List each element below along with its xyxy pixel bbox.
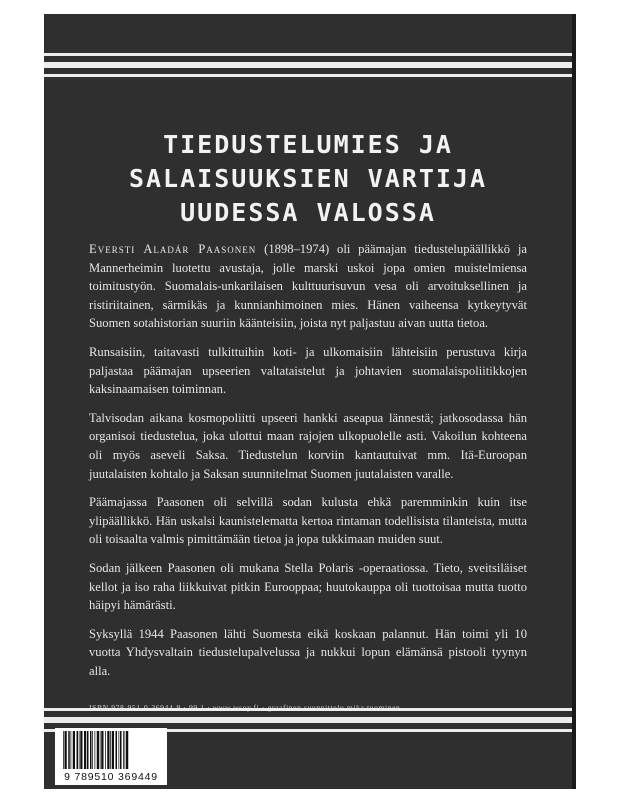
barcode-bar: [90, 731, 92, 769]
barcode-bar: [105, 731, 106, 769]
barcode-bar: [71, 731, 72, 769]
barcode-bar: [125, 731, 126, 769]
barcode-bar: [116, 731, 118, 769]
blurb-paragraph-4: Päämajassa Paasonen oli selvillä sodan kulusta ehkä paremminkin kuin itse ylipäällikkö. Hän uskalsi kaunistelematta kertoa rintaman todellisista tilanteista, mutta oli toisaalta valmis pimittämään tietoa ja jopa tukkimaan muiden suut.: [89, 495, 527, 547]
barcode-bar: [87, 731, 89, 769]
barcode-bar: [73, 731, 75, 769]
barcode-bar: [68, 731, 70, 769]
top-stripe-thick: [44, 62, 572, 68]
blurb-paragraph-2: Runsaisiin, taitavasti tulkittuihin koti- ja ulkomaisiin lähteisiin perustuva kirja paljastaa päämajan upseerien valtataistelut ja johtavien suomalaispoliitikkojen kaksinaamaisen toiminnan.: [89, 344, 527, 397]
blurb-paragraph-3: Talvisodan aikana kosmopoliitti upseeri hankki aseapua lännestä; jatkosodassa hän organisoi tiedustelua, joka ulottui maan rajojen ulkopuolelle asti. Vakoilun kohteena oli myös aseveli Saksa. Tiedustelun korviin kantautuivat mm. Itä-Euroopan juutalaisten kohtalo ja Saksan suunnitelmat Suomen juutalaisten varalle.: [89, 410, 527, 481]
barcode-bar: [79, 731, 80, 769]
book-back-cover: [44, 14, 572, 789]
barcode-bar: [107, 731, 109, 769]
barcode-bar: [80, 731, 82, 769]
barcode-bar: [65, 731, 67, 769]
blurb-paragraph-6: Syksyllä 1944 Paasonen lähti Suomesta eikä koskaan palannut. Hän toimi yli 10 vuotta Yhdysvaltain tiedustelupalvelussa ja nukkui lopun elämänsä pistooli tyynyn alla.: [89, 626, 527, 678]
isbn-barcode: [55, 728, 167, 785]
barcode-bar: [95, 731, 96, 769]
barcode-bar: [97, 731, 99, 769]
bottom-stripe-thin: [44, 708, 572, 711]
blurb-text: [89, 240, 527, 690]
book-spine-edge: [572, 14, 576, 789]
barcode-bar: [120, 731, 122, 769]
barcode-bar: [126, 731, 128, 769]
title-line-3: UUDESSA VALOSSA: [180, 198, 436, 227]
blurb-paragraph-1: Eversti Aladár Paasonen (1898–1974) oli päämajan tiedustelupäällikkö ja Mannerheimin luotettu avustaja, jolle marski uskoi jopa omien muistelmiensa toimitustyön. Suomalais-unkarilaisen kulttuurisuvun vesa oli arvoituksellinen ja ristiriitainen, särmikäs ja kunnianhimoinen mies. Hänen vaiheensa kytkeytyvät Suomen sotahistorian suuriin käänteisiin, joista nyt paljastuu aivan uutta tietoa.: [89, 242, 527, 331]
barcode-bar: [110, 731, 111, 769]
barcode-bars: [61, 731, 161, 771]
title-line-2: SALAISUUKSIEN VARTIJA: [128, 164, 488, 193]
barcode-bar: [84, 731, 86, 769]
barcode-bar: [63, 731, 64, 769]
barcode-digits: 9 789510 369449: [64, 771, 158, 783]
barcode-bar: [101, 731, 103, 769]
barcode-bar: [92, 731, 93, 769]
barcode-bar: [123, 731, 124, 769]
title-line-1: TIEDUSTELUMIES JA: [163, 130, 453, 159]
barcode-bar: [77, 731, 79, 769]
barcode-bar: [100, 731, 101, 769]
barcode-bar: [119, 731, 120, 769]
bottom-stripe-thick: [44, 717, 572, 723]
top-stripe-thin: [44, 53, 572, 56]
barcode-bar: [112, 731, 114, 769]
blurb-paragraph-5: Sodan jälkeen Paasonen oli mukana Stella Polaris -operaatiossa. Tieto, sveitsiläiset kellot ja iso raha liikkuivat pitkin Eurooppaa; huutokauppa oli tuottoisaa mutta tuotto häipyi hämärästi.: [89, 560, 527, 613]
author-name-smallcaps: Eversti Aladár Paasonen: [89, 242, 257, 256]
cover-title: [44, 128, 572, 230]
top-stripe-thin-2: [44, 74, 572, 77]
